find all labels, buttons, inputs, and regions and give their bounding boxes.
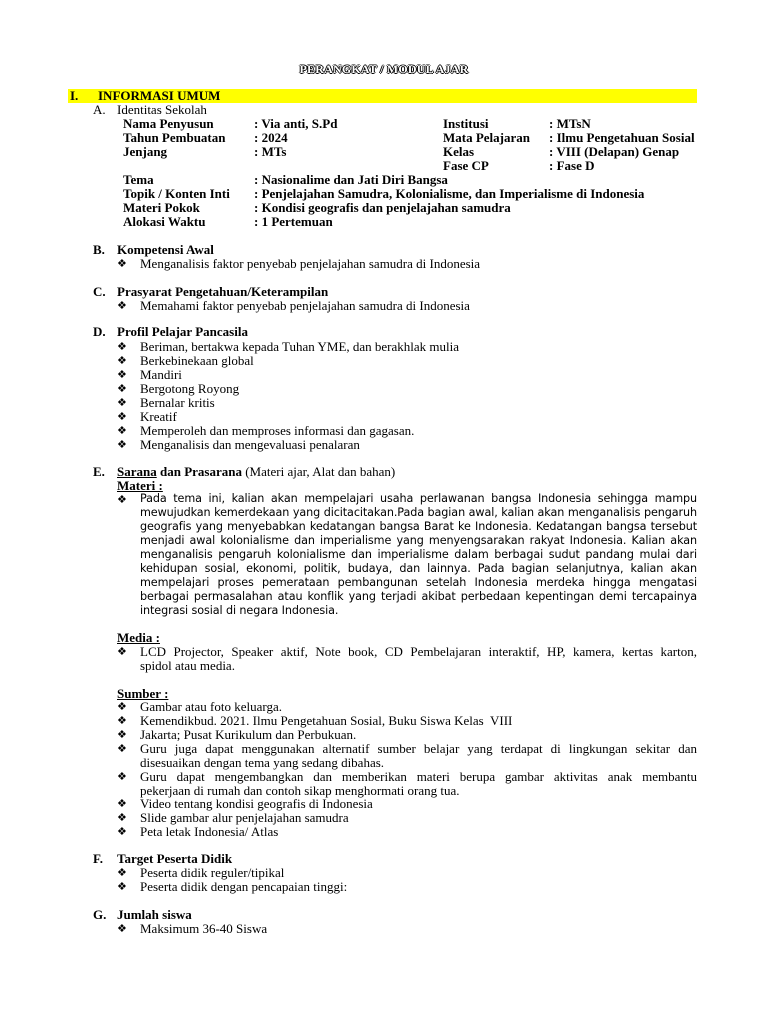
- diamond-bullet-icon: ❖: [117, 258, 127, 270]
- section-a-letter: A.: [93, 102, 106, 117]
- diamond-bullet-icon: ❖: [117, 494, 127, 506]
- media-text: LCD Projector, Speaker aktif, Note book, CD Pembelajaran interaktif, HP, kamera, kertas karton, spidol atau media.: [140, 644, 697, 673]
- section-e-title: Sarana dan Prasarana (Materi ajar, Alat dan bahan): [117, 464, 396, 479]
- identity-label: Fase CP: [443, 158, 489, 173]
- section-f-title: Target Peserta Didik: [117, 851, 233, 866]
- section-number: I.: [70, 88, 79, 103]
- diamond-bullet-icon: ❖: [117, 369, 127, 381]
- section-c-letter: C.: [93, 284, 106, 299]
- diamond-bullet-icon: ❖: [117, 881, 127, 893]
- diamond-bullet-icon: ❖: [117, 411, 127, 423]
- identity-label: Materi Pokok: [123, 200, 200, 215]
- section-d-title: Profil Pelajar Pancasila: [117, 324, 248, 339]
- materi-paragraph: Pada tema ini, kalian akan mempelajari usaha perlawanan bangsa Indonesia sehingga mampu mewujudkan kemerdekaan yang dicitacitakan.Pada bagian awal, kalian akan menganalisis pengaruh geografis yang menyebabkan kedatangan bangsa Barat ke Indonesia. Kedatangan bangsa tersebut menjadi awal kolonialisme dan imperialisme yang menyengsarakan rakyat Indonesia. Kalian akan menganalisis pengaruh kolonialisme dan imperialisme dalam berbagai sudut pandang mulai dari kehidupan sosial, ekonomi, politik, budaya, dan lainnya. Pada bagian selanjutnya, kalian akan mempelajari proses pemerataan pembangunan setelah Indonesia merdeka hingga mengatasi berbagai permasalahan atau konflik yang terjadi akibat perbedaan kepentingan demi tercapainya integrasi sosial di negara Indonesia.: [140, 492, 697, 617]
- materi-label: Materi :: [117, 478, 163, 493]
- identity-label: Nama Penyusun: [123, 116, 214, 131]
- diamond-bullet-icon: ❖: [117, 715, 127, 727]
- section-c-title: Prasyarat Pengetahuan/Keterampilan: [117, 284, 329, 299]
- section-g-letter: G.: [93, 907, 107, 922]
- section-a-title: Identitas Sekolah: [117, 102, 207, 117]
- section-b-title: Kompetensi Awal: [117, 242, 214, 257]
- diamond-bullet-icon: ❖: [117, 425, 127, 437]
- identity-value: : 2024: [254, 130, 288, 145]
- diamond-bullet-icon: ❖: [117, 923, 127, 935]
- identity-value: : 1 Pertemuan: [254, 214, 333, 229]
- identity-label: Tema: [123, 172, 154, 187]
- section-g-title: Jumlah siswa: [117, 907, 192, 922]
- identity-label: Kelas: [443, 144, 475, 159]
- identity-label: Institusi: [443, 116, 489, 131]
- sumber-label: Sumber :: [117, 686, 169, 701]
- diamond-bullet-icon: ❖: [117, 341, 127, 353]
- diamond-bullet-icon: ❖: [117, 397, 127, 409]
- diamond-bullet-icon: ❖: [117, 383, 127, 395]
- identity-value: : MTs: [254, 144, 287, 159]
- identity-value: : Via anti, S.Pd: [254, 116, 338, 131]
- media-label: Media :: [117, 630, 160, 645]
- document-title: PERANGKAT / MODUL AJAR: [299, 62, 469, 76]
- identity-value: : Penjelajahan Samudra, Kolonialisme, dan Imperialisme di Indonesia: [254, 186, 645, 201]
- identity-value: : Fase D: [549, 158, 595, 173]
- diamond-bullet-icon: ❖: [117, 798, 127, 810]
- identity-label: Tahun Pembuatan: [123, 130, 226, 145]
- diamond-bullet-icon: ❖: [117, 771, 127, 783]
- section-e-letter: E.: [93, 464, 105, 479]
- section-title: INFORMASI UMUM: [98, 88, 221, 103]
- identity-value: : Kondisi geografis dan penjelajahan samudra: [254, 200, 511, 215]
- diamond-bullet-icon: ❖: [117, 701, 127, 713]
- identity-value: : MTsN: [549, 116, 591, 131]
- identity-label: Topik / Konten Inti: [123, 186, 230, 201]
- section-f-letter: F.: [93, 851, 103, 866]
- diamond-bullet-icon: ❖: [117, 355, 127, 367]
- diamond-bullet-icon: ❖: [117, 867, 127, 879]
- identity-value: : VIII (Delapan) Genap: [549, 144, 680, 159]
- document-page: PERANGKAT / MODUL AJAR I. INFORMASI UMUM A. Identitas Sekolah Nama Penyusun : Via anti, S.Pd Tahun Pembuatan : 2024 Jenjang : MTs Institusi : MTsN Mata Pelajaran : Ilmu Pengetahuan Sosial Kelas : VIII (Delapan) Genap Fase CP : Fase D Tema : Nasionalime dan Jati Diri Bangsa Topik / Konten Inti : Penjelajahan Samudra, Kolonialisme, dan Imperialisme di Indonesia Materi Pokok : Kondisi geografis dan penjelajahan samudra Alokasi Waktu : 1 Pertemuan B. Kompetensi Awal ❖ Menganalisis faktor penyebab penjelajahan samudra di Indonesia C. Prasyarat Pengetahuan/Keterampilan ❖ Memahami faktor penyebab penjelajahan samudra di Indonesia D. Profil Pelajar Pancasila ❖ Beriman, bertakwa kepada Tuhan YME, dan berakhlak mulia ❖ Berkebinekaan global ❖ Mandiri ❖ Bergotong Royong ❖ Bernalar kritis ❖ Kreatif ❖ Memperoleh dan memproses informasi dan gagasan. ❖ Menganalisis dan mengevaluasi penalaran E. Sarana dan Prasarana (Materi ajar, Alat dan bahan) Materi : ❖ Pada tema ini, kalian akan mempelajari usaha perlawanan bangsa Indonesia sehingga mampu mewujudkan kemerdekaan yang dicitacitakan.Pada bagian awal, kalian akan menganalisis pengaruh geografis yang menyebabkan kedatangan bangsa Barat ke Indonesia. Kedatangan bangsa tersebut menjadi awal kolonialisme dan imperialisme yang menyengsarakan rakyat Indonesia. Kalian akan menganalisis pengaruh kolonialisme dan imperialisme dalam berbagai sudut pandang mulai dari kehidupan sosial, ekonomi, politik, budaya, dan lainnya. Pada bagian selanjutnya, kalian akan mempelajari proses pemerataan pembangunan setelah Indonesia merdeka hingga mengatasi berbagai permasalahan atau konflik yang terjadi akibat perbedaan kepentingan demi tercapainya integrasi sosial di negara Indonesia. Media : ❖ LCD Projector, Speaker aktif, Note book, CD Pembelajaran interaktif, HP, kamera, kertas karton, spidol atau media. Sumber : ❖ Gambar atau foto keluarga. ❖ Kemendikbud. 2021. Ilmu Pengetahuan Sosial, Buku Siswa Kelas VIII ❖ Jakarta; Pusat Kurikulum dan Perbukuan. ❖ Guru juga dapat menggunakan alternatif sumber belajar yang terdapat di lingkungan sekitar dan disesuaikan dengan tema yang sedang dibahas. ❖ Guru dapat mengembangkan dan memberikan materi berupa gambar aktivitas anak membantu pekerjaan di rumah dan contoh sikap menghormati orang tua. ❖ Video tentang kondisi geografis di Indonesia ❖ Slide gambar alur penjelajahan samudra ❖ Peta letak Indonesia/ Atlas F. Target Peserta Didik ❖ Peserta didik reguler/tipikal ❖ Peserta didik dengan pencapaian tinggi: G. Jumlah siswa ❖ Maksimum 36-40 Siswa: [0, 0, 768, 1024]
- identity-value: : Ilmu Pengetahuan Sosial: [549, 130, 695, 145]
- identity-label: Jenjang: [123, 144, 168, 159]
- identity-value: : Nasionalime dan Jati Diri Bangsa: [254, 172, 448, 187]
- identity-label: Alokasi Waktu: [123, 214, 206, 229]
- diamond-bullet-icon: ❖: [117, 812, 127, 824]
- diamond-bullet-icon: ❖: [117, 439, 127, 451]
- diamond-bullet-icon: ❖: [117, 826, 127, 838]
- identity-label: Mata Pelajaran: [443, 130, 531, 145]
- diamond-bullet-icon: ❖: [117, 729, 127, 741]
- diamond-bullet-icon: ❖: [117, 743, 127, 755]
- section-b-letter: B.: [93, 242, 105, 257]
- diamond-bullet-icon: ❖: [117, 300, 127, 312]
- diamond-bullet-icon: ❖: [117, 646, 127, 658]
- section-d-letter: D.: [93, 324, 106, 339]
